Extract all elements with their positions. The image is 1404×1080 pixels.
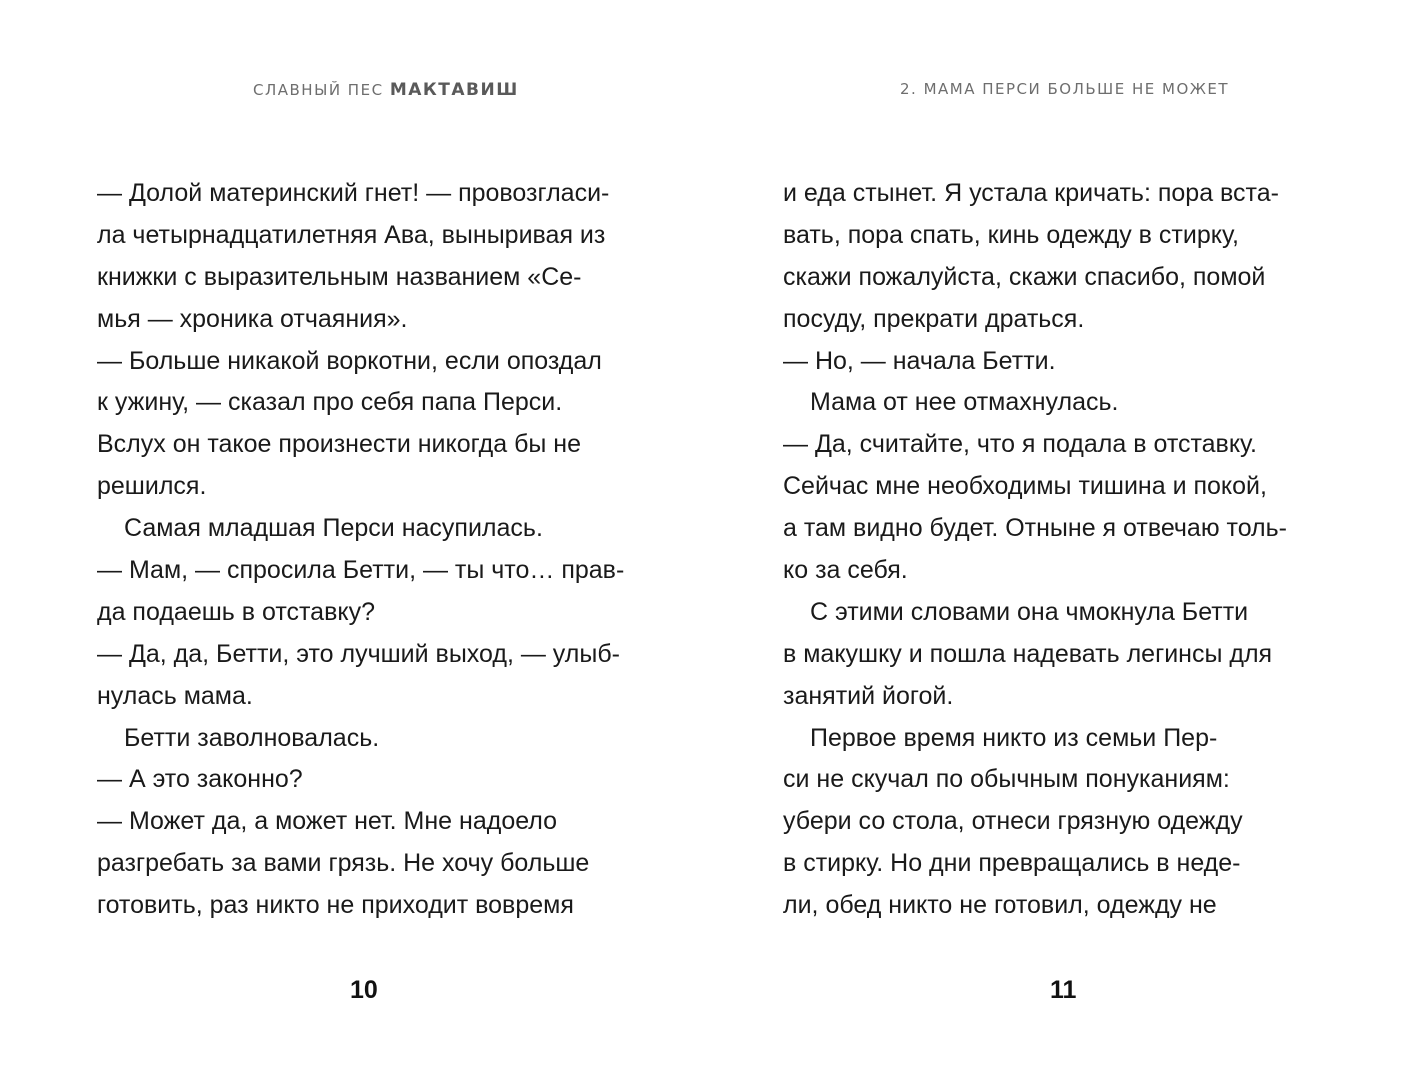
page-number: 10 — [350, 976, 378, 1004]
text-line: к ужину, — сказал про себя папа Перси. — [97, 388, 563, 417]
text-line: — Да, да, Бетти, это лучший выход, — улыб- — [97, 639, 620, 668]
right-page-body-text — [783, 173, 1287, 927]
text-line: мья — хроника отчаяния». — [97, 304, 408, 333]
text-line: и еда стынет. Я устала кричать: пора вста- — [783, 179, 1279, 207]
text-line: — Долой материнский гнет! — провозгласи- — [97, 179, 610, 207]
text-line: Самая младшая Перси насупилась. — [124, 514, 543, 543]
text-line: занятий йогой. — [783, 681, 954, 710]
text-line: а там видно будет. Отныне я отвечаю толь- — [783, 514, 1287, 543]
running-head-chapter-title — [900, 80, 1229, 98]
left-page-body-text — [97, 173, 624, 927]
text-line: да подаешь в отставку? — [97, 597, 375, 626]
text-line: скажи пожалуйста, скажи спасибо, помой — [783, 262, 1266, 291]
text-line: — Но, — начала Бетти. — [783, 346, 1056, 375]
text-line: Мама от нее отмахнулась. — [810, 388, 1119, 417]
right-page — [702, 0, 1404, 1080]
text-line: разгребать за вами грязь. Не хочу больше — [97, 849, 590, 878]
text-line: ли, обед никто не готовил, одежду не — [783, 891, 1217, 920]
text-line: — А это законно? — [97, 765, 303, 794]
running-head-emphasis: МАКТАВИШ — [389, 80, 519, 100]
text-line: убери со стола, отнеси грязную одежду — [783, 807, 1243, 836]
running-head-prefix: СЛАВНЫЙ ПЕС — [253, 81, 384, 99]
text-line: — Да, считайте, что я подала в отставку. — [783, 430, 1257, 459]
chapter-title: 2. МАМА ПЕРСИ БОЛЬШЕ НЕ МОЖЕТ — [900, 80, 1230, 98]
text-line: — Мам, — спросила Бетти, — ты что… прав- — [97, 556, 625, 585]
text-line: — Больше никакой воркотни, если опоздал — [97, 346, 602, 375]
text-line: книжки с выразительным названием «Се- — [97, 262, 582, 291]
text-line: Бетти заволновалась. — [124, 723, 380, 752]
text-line: С этими словами она чмокнула Бетти — [810, 597, 1249, 626]
text-line: си не скучал по обычным понуканиям: — [783, 765, 1230, 794]
text-line: ко за себя. — [783, 556, 908, 585]
text-line: ла четырнадцатилетняя Ава, выныривая из — [97, 220, 606, 249]
text-line: готовить, раз никто не приходит вовремя — [97, 891, 574, 920]
text-line: решился. — [97, 472, 207, 501]
text-line: посуду, прекрати драться. — [783, 304, 1085, 333]
page-number: 11 — [1050, 976, 1077, 1004]
text-line: Вслух он такое произнести никогда бы не — [97, 430, 582, 459]
text-line: вать, пора спать, кинь одежду в стирку, — [783, 220, 1239, 249]
text-line: Первое время никто из семьи Пер- — [810, 723, 1218, 752]
text-line: Сейчас мне необходимы тишина и покой, — [783, 472, 1267, 501]
running-head-book-title — [253, 80, 519, 100]
text-line: — Может да, а может нет. Мне надоело — [97, 807, 558, 836]
text-line: нулась мама. — [97, 681, 253, 710]
text-line: в макушку и пошла надевать легинсы для — [783, 639, 1273, 668]
text-line: в стирку. Но дни превращались в неде- — [783, 849, 1241, 878]
